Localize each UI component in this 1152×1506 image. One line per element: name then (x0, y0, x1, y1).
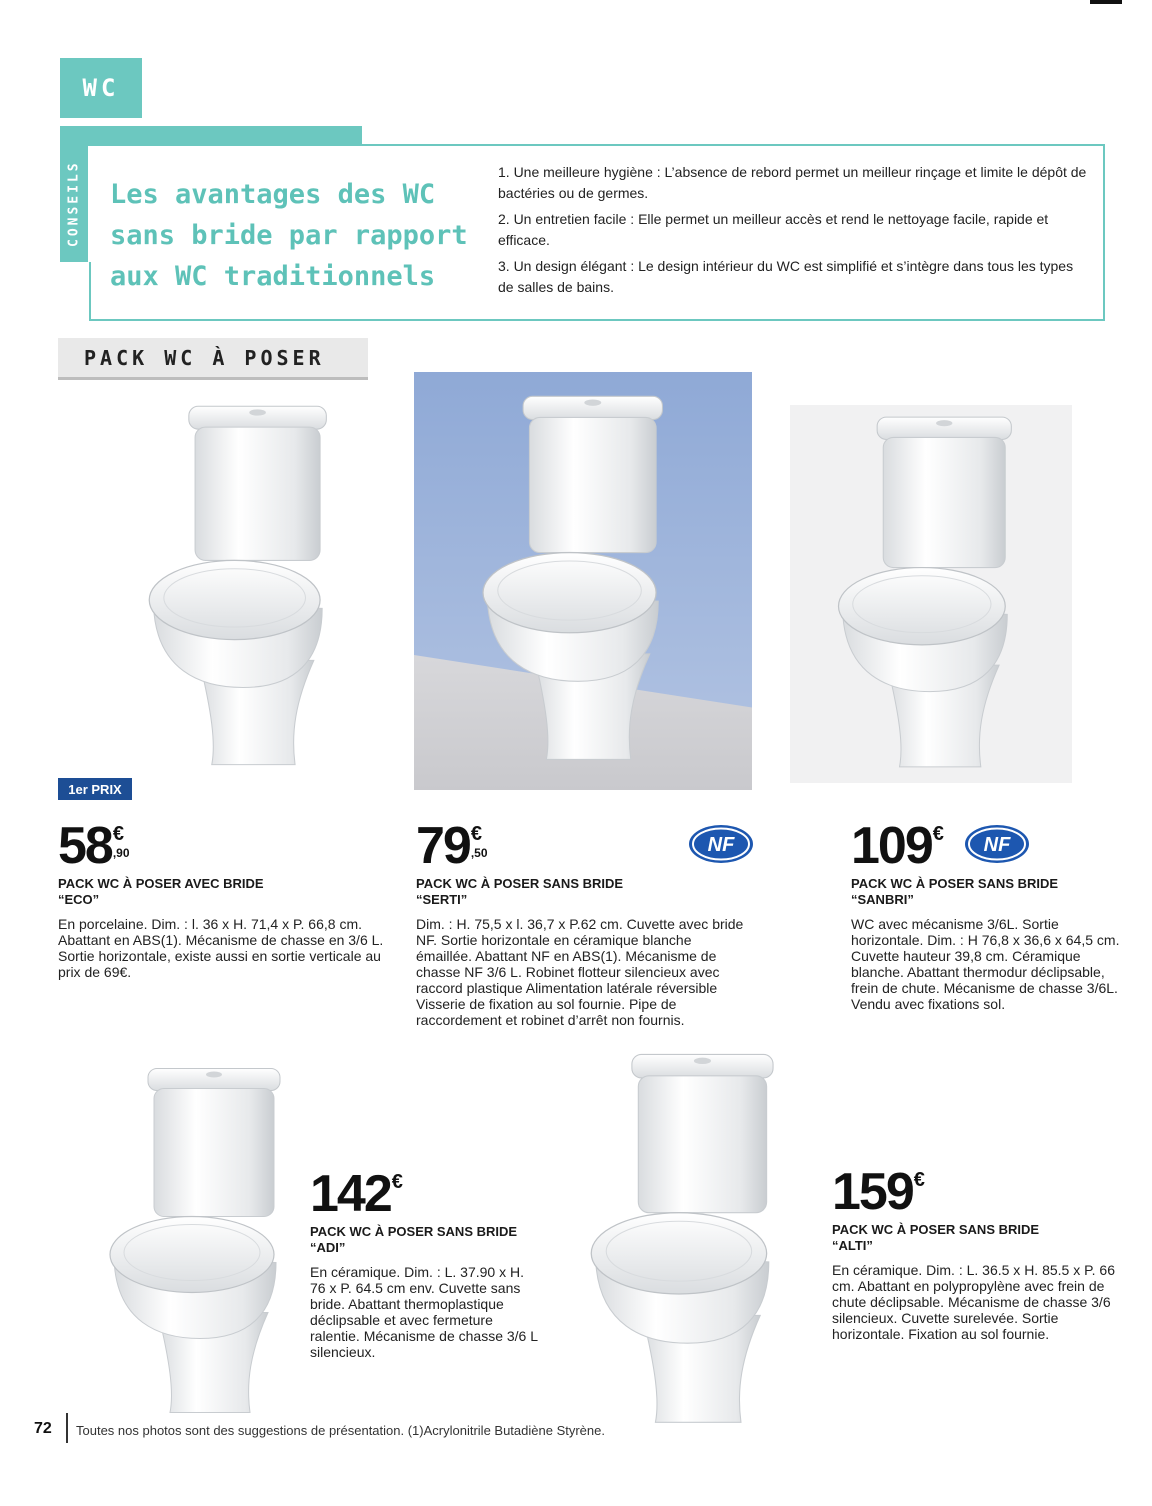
price (832, 1163, 1122, 1221)
price-integer: 109 (851, 817, 932, 875)
product-photo-sanbri (790, 405, 1072, 783)
product-description: En céramique. Dim. : L. 36.5 x H. 85.5 x P. 66 cm. Abattant en polypropylène avec frein de chute déclipsable. Mécanisme de chasse 3/6 silencieux. Cuvette surelevée. Sortie horizontale. Fixation au sol fournie. (832, 1262, 1115, 1342)
product-description: WC avec mécanisme 3/6L. Sortie horizontale. Dim. : H 76,8 x 36,6 x 64,5 cm. Cuvette hauteur 39,8 cm. Céramique blanche. Abattant thermodur déclipsable, frein de chute. Mécanisme de chasse 3/6L. Vendu avec fixations sol. (851, 916, 1120, 1012)
footer-separator (66, 1413, 68, 1443)
conseils-box-left-border (89, 262, 91, 321)
product-alti (832, 1163, 1122, 1342)
price (58, 817, 398, 875)
price-currency: € (470, 823, 482, 845)
price-cents: ,90 (112, 846, 130, 860)
product-name: PACK WC À POSER AVEC BRIDE (58, 876, 264, 891)
footer-note: Toutes nos photos sont des suggestions de présentation. (1)Acrylonitrile Butadiène Styrène. (76, 1423, 605, 1438)
price-integer: 159 (832, 1163, 913, 1221)
price-currency: € (932, 823, 944, 845)
page-number: 72 (34, 1420, 52, 1437)
product-name: PACK WC À POSER SANS BRIDE (416, 876, 624, 891)
conseils-top-bar (60, 126, 362, 146)
product-name: PACK WC À POSER SANS BRIDE (832, 1222, 1040, 1237)
price-integer: 142 (310, 1165, 391, 1223)
product-description: En céramique. Dim. : L. 37.90 x H. 76 x P. 64.5 cm env. Cuvette sans bride. Abattant thermoplastique déclipsable et avec fermeture ralentie. Mécanisme de chasse 3/6 L silencieux. (310, 1264, 538, 1360)
product-description: Dim. : H. 75,5 x l. 36,7 x P.62 cm. Cuvette avec bride NF. Sortie horizontale en céramique blanche émaillée. Abattant NF en ABS(1). Mécanisme de chasse NF 3/6 L. Robinet flotteur silencieux avec raccord plastique Alimentation latérale réversible Visserie de fixation au sol fournie. Pipe de raccordement et robinet d’arrêt non fournis. (416, 916, 744, 1028)
price-currency: € (391, 1171, 403, 1193)
price-currency: € (112, 823, 124, 845)
product-adi (310, 1165, 540, 1360)
section-tab: WC (60, 58, 142, 118)
product-photo-serti (414, 372, 752, 790)
nf-certification-logo (964, 824, 1030, 864)
product-photo-alti (555, 1048, 820, 1433)
top-edge-mark (1090, 0, 1122, 4)
section-label-text: PACK WC À POSER (84, 345, 325, 370)
product-photo-adi (100, 1060, 300, 1425)
tip-item: 2. Un entretien facile : Elle permet un meilleur accès et rend le nettoyage facile, rapide et efficace. (498, 211, 1049, 248)
product-model: “SANBRI” (851, 892, 914, 907)
price-integer: 58 (58, 817, 112, 875)
nf-logo-text: NF (983, 834, 1011, 856)
price-currency: € (913, 1169, 925, 1191)
badge-text: 1er PRIX (68, 781, 122, 797)
product-model: “ADI” (310, 1240, 346, 1255)
product-photo-eco (92, 390, 398, 780)
product-description: En porcelaine. Dim. : l. 36 x H. 71,4 x P. 66,8 cm. Abattant en ABS(1). Mécanisme de chasse en 3/6 L. Sortie horizontale, existe aussi en sortie verticale au prix de 69€. (58, 916, 384, 980)
price (310, 1165, 540, 1223)
conseils-tips (498, 162, 1088, 303)
tip-item: 3. Un design élégant : Le design intérieur du WC est simplifié et s’intègre dans tous les types de salles de bains. (498, 258, 1074, 295)
section-label (58, 338, 368, 380)
product-model: “ECO” (58, 892, 100, 907)
nf-certification-logo (688, 824, 754, 864)
nf-logo-text: NF (707, 834, 735, 856)
first-price-badge (58, 778, 132, 800)
price-cents: ,50 (470, 846, 488, 860)
price-integer: 79 (416, 817, 470, 875)
product-model: “ALTI” (832, 1238, 873, 1253)
product-name: PACK WC À POSER SANS BRIDE (851, 876, 1059, 891)
conseils-title: Les avantages des WC sans bride par rapport aux WC traditionnels (110, 179, 468, 292)
product-eco (58, 817, 398, 980)
conseils-label: CONSEILS (66, 160, 82, 248)
tip-item: 1. Une meilleure hygiène : L’absence de rebord permet un meilleur rinçage et limite le dépôt de bactéries ou de germes. (498, 164, 1087, 201)
product-model: “SERTI” (416, 892, 468, 907)
product-name: PACK WC À POSER SANS BRIDE (310, 1224, 518, 1239)
